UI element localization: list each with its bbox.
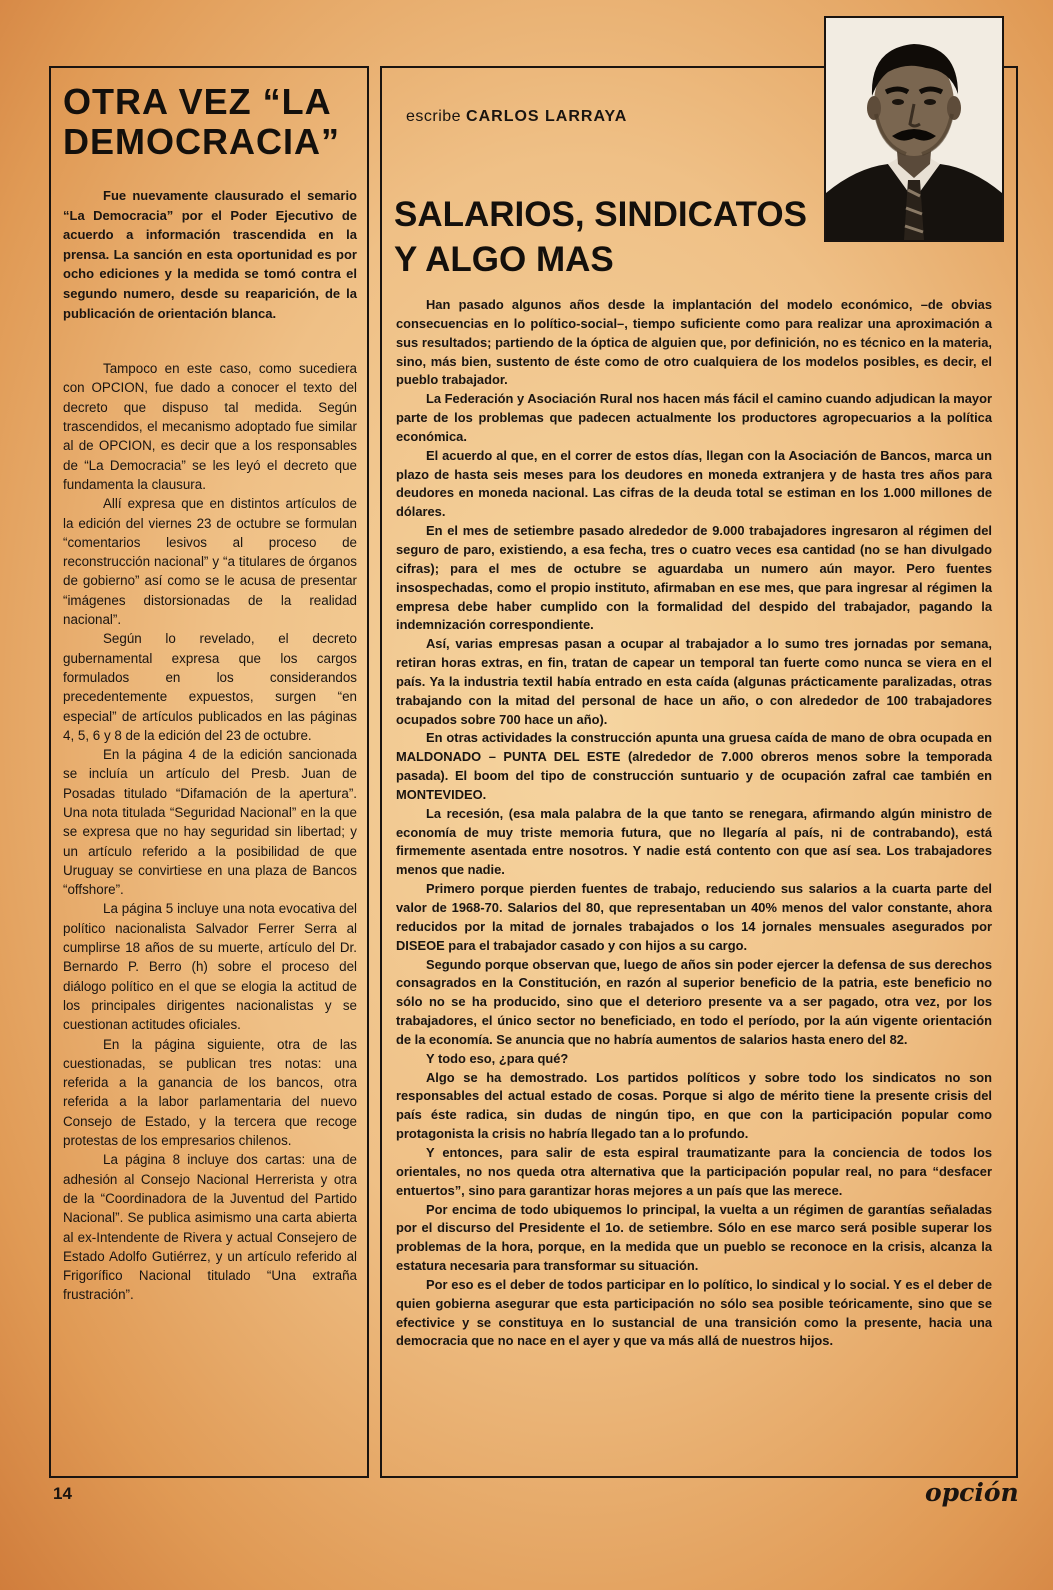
left-paragraph-3: Allí expresa que en distintos artículos de la edición del viernes 23 de octubre se formulan “comentarios lesivos al proceso de reconstrucción nacional” y “a titulares de órganos de gobierno” así como se le acusa de presentar “imágenes distorsionadas de la realidad nacional”. [63, 496, 357, 628]
right-paragraph-13: Por encima de todo ubiquemos lo principal, la vuelta a un régimen de garantías señaladas por el discurso del Presidente el 1o. de setiembre. Sólo en ese marco será posible superar los problemas de la hora, porque, en la medida que un pueblo se reconoce en la crisis, alcanza la estatura necesaria para transformar su situación. [396, 1201, 992, 1274]
right-paragraph-3: El acuerdo al que, en el correr de estos días, llegan con la Asociación de Bancos, marca un plazo de hasta seis meses para los deudores en moneda extranjera y de hasta tres años para deudores en moneda nacional. Las cifras de la deuda total se estiman en los 1.000 millones de dólares. [396, 447, 992, 520]
right-paragraph-11: Algo se ha demostrado. Los partidos políticos y sobre todo los sindicatos no son responsables del actual estado de cosas. Porque si algo de mérito tiene la presente crisis del país éste radica, sin dudas de ningún tipo, en que con la participación popular como protagonista la crisis no habría llegado tan a lo profundo. [396, 1069, 992, 1142]
author-photo [824, 16, 1004, 242]
right-title-line-2: Y ALGO MAS [394, 240, 614, 279]
page-number: 14 [53, 1484, 72, 1503]
left-article-title [63, 82, 357, 162]
right-article-title [394, 192, 814, 282]
right-paragraph-9: Segundo porque observan que, luego de años sin poder ejercer la defensa de sus derechos consagrados en la Constitución, en razón al superior beneficio de la patria, este beneficio no sólo no se ha producido, sino que el deterioro presente va a ser pagado, otra vez, por los trabajadores, el único sector no beneficiado, en todo el período, por la aún vigente orientación de la economía. Se anuncia que no habría aumentos de salarios hasta enero del 82. [396, 956, 992, 1047]
right-paragraph-6: En otras actividades la construcción apunta una gruesa caída de mano de obra ocupada en MALDONADO – PUNTA DEL ESTE (alrededor de 7.000 obreros menos sobre la temporada pasada). El boom del tipo de construcción suntuario y de ocupación zafral cae también en MONTEVIDEO. [396, 730, 992, 802]
right-paragraph-10: Y todo eso, ¿para qué? [426, 1050, 569, 1066]
right-article-body [396, 296, 992, 1351]
right-paragraph-14: Por eso es el deber de todos participar en lo político, lo sindical y lo social. Y es el deber de quien gobierna asegurar que esta participación no sólo sea posible teóricamente, sino que se efectivice y se constituya en lo sustancial de una transición como la presente, hacia una democracia que no nace en el ayer y que va más allá de nuestros hijos. [396, 1276, 992, 1349]
right-paragraph-4: En el mes de setiembre pasado alrededor de 9.000 trabajadores ingresaron al régimen del seguro de paro, existiendo, a esa fecha, tres o cuatro veces esa cantidad (no se han divulgado cifras); para el mes de octubre se aguardaba un numero aún mayor. Pero fuentes insospechadas, como el propio instituto, afirmaban en ese mes, que para ingresar al régimen la empresa debe haber cumplido con la formalidad del despido del trabajador, pagando la indemnización correspondiente. [396, 523, 992, 633]
byline-prefix: escribe [406, 108, 462, 125]
author-portrait-drawing [826, 18, 1002, 240]
right-paragraph-7: La recesión, (esa mala palabra de la que tanto se renegara, afirmando algún ministro de economía de muy triste memoria futura, que no llegaría al país, ni de contrabando), está firmemente asentada entre nosotros. Y nadie está contento con que así sea. Los trabajadores menos que nadie. [396, 805, 992, 878]
byline-author: CARLOS LARRAYA [466, 108, 628, 125]
left-paragraph-2: Tampoco en este caso, como sucediera con OPCION, fue dado a conocer el texto del decreto que dispuso tal medida. Según trascendidos, el mecanismo adoptado fue similar al de OPCION, es decir que a los responsables de “La Democracia” se les leyó el decreto que fundamenta la clausura. [63, 361, 357, 492]
right-title-line-1: SALARIOS, SINDICATOS [394, 195, 807, 234]
right-paragraph-8: Primero porque pierden fuentes de trabajo, reduciendo sus salarios a la cuarta parte del valor de 1968-70. Salarios del 80, que representaban un 40% menos del valor constante, ahora reducidos por la mitad de jornales trabajados o los 14 jornales mensuales asegurados por DISEOE para el trabajador casado y con hijos a su cargo. [396, 881, 992, 953]
left-paragraph-1: Fue nuevamente clausurado el semario “La Democracia” por el Poder Ejecutivo de acuerdo a información trascendida en la prensa. La sanción en esta oportunidad es por ocho ediciones y la medida se tomó contra el segundo numero, desde su reaparición, de la publicación de orientación blanca. [63, 188, 357, 321]
byline [406, 108, 627, 126]
left-title-line-2: DEMOCRACIA” [63, 121, 340, 162]
right-paragraph-12: Y entonces, para salir de esta espiral traumatizante para la conciencia de todos los orientales, no nos queda otra alternativa que la participación popular real, no para “desfacer entuertos”, sino para garantizar horas mejores a un país que las merece. [396, 1144, 992, 1198]
left-article [49, 66, 369, 1478]
left-title-line-1: OTRA VEZ “LA [63, 81, 332, 122]
left-paragraph-6: La página 5 incluye una nota evocativa del político nacionalista Salvador Ferrer Serra al cumplirse 18 años de su muerte, artículo del Dr. Bernardo P. Berro (h) sobre el proceso del diálogo político en el que se elogia la actitud de los principales dirigentes nacionalistas y se cuestionan actitudes oficiales. [63, 901, 357, 1033]
right-paragraph-2: La Federación y Asociación Rural nos hacen más fácil el camino cuando adjudican la mayor parte de los problemas que padecen actualmente los productores agropecuarios a la política económica. [396, 391, 992, 444]
left-paragraph-4: Según lo revelado, el decreto gubernamental expresa que los cargos formulados en los considerandos precedentemente expuestos, surgen “en especial” de artículos publicados en las páginas 4, 5, 6 y 8 de la edición del 23 de octubre. [63, 631, 357, 743]
magazine-logo: opción [925, 1478, 1019, 1507]
left-paragraph-8: La página 8 incluye dos cartas: una de adhesión al Consejo Nacional Herrerista y otra de la “Coordinadora de la Juventud del Partido Nacional”. Se publica asimismo una carta abierta al ex-Intendente de Rivera y actual Consejero de Estado Adolfo Gutiérrez, y un artículo referido al Frigorífico Nacional titulado “Una extraña frustración”. [63, 1152, 357, 1303]
right-paragraph-5: Así, varias empresas pasan a ocupar al trabajador a lo sumo tres jornadas por semana, retiran horas extras, en fin, tratan de capear un temporal tan fuerte como nunca se viera en el país. Ya la industria textil había entrado en esta caída (algunas prácticamente paralizadas, otras trabajando con la mitad del personal de hace un año, o con alrededor de 100 trabajadores ocupados sobre 700 hace un año). [396, 636, 992, 727]
right-article [380, 66, 1018, 1478]
right-paragraph-1: Han pasado algunos años desde la implantación del modelo económico, –de obvias consecuencias en lo político-social–, tiempo suficiente como para realizar una aproximación a sus resultados; partiendo de la óptica de alguien que, por definición, no es técnico en la materia, sino, más bien, sustento de éste como de otro cualquiera de los modelos posibles, es decir, el pueblo trabajador. [396, 297, 992, 388]
left-paragraph-5: En la página 4 de la edición sancionada se incluía un artículo del Presb. Juan de Posadas titulado “Difamación de la apertura”. Una nota titulada “Seguridad Nacional” en la que se expresa que no hay seguridad sin libertad; y un artículo referido a la posibilidad de que Uruguay se convirtiese en una plaza de Bancos “offshore”. [63, 747, 357, 898]
left-paragraph-7: En la página siguiente, otra de las cuestionadas, se publican tres notas: una referida a la ganancia de los bancos, otra referida a la labor parlamentaria del nuevo Consejo de Estado, y la tercera que recoge protestas de los empresarios chilenos. [63, 1036, 357, 1149]
